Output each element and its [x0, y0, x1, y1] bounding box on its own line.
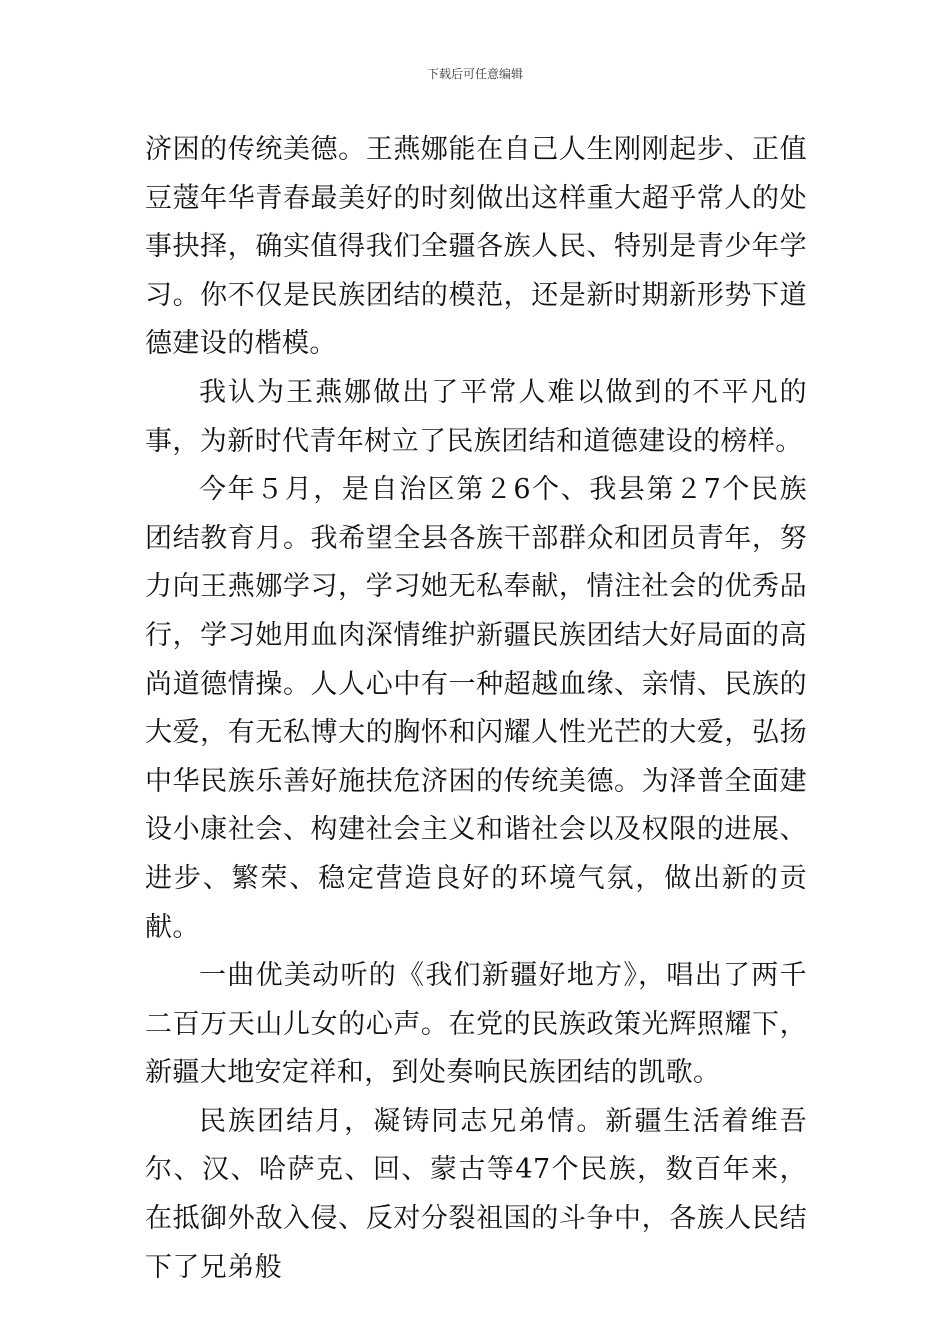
- page-header: 下载后可任意编辑: [426, 67, 523, 81]
- document-body: [145, 126, 807, 1292]
- paragraph-4: 一曲优美动听的《我们新疆好地方》，唱出了两千二百万天山儿女的心声。在党的民族政策光辉照耀下，新疆大地安定祥和，到处奏响民族团结的凯歌。: [145, 960, 807, 1089]
- paragraph-3: 今年５月，是自治区第２6个、我县第２7个民族团结教育月。我希望全县各族干部群众和团员青年，努力向王燕娜学习，学习她无私奉献，情注社会的优秀品行，学习她用血肉深情维护新疆民族团结大好局面的高尚道德情操。人人心中有一种超越血缘、亲情、民族的大爱，有无私博大的胸怀和闪耀人性光芒的大爱，弘扬中华民族乐善好施扶危济困的传统美德。为泽普全面建设小康社会、构建社会主义和谐社会以及权限的进展、进步、繁荣、稳定营造良好的环境气氛，做出新的贡献。: [145, 474, 807, 943]
- paragraph-2: 我认为王燕娜做出了平常人难以做到的不平凡的事，为新时代青年树立了民族团结和道德建设的榜样。: [145, 376, 807, 457]
- paragraph-1: 济困的传统美德。王燕娜能在自己人生刚刚起步、正值豆蔻年华青春最美好的时刻做出这样重大超乎常人的处事抉择，确实值得我们全疆各族人民、特别是青少年学习。你不仅是民族团结的模范，还是新时期新形势下道德建设的楷模。: [145, 134, 807, 360]
- paragraph-5: 民族团结月，凝铸同志兄弟情。新疆生活着维吾尔、汉、哈萨克、回、蒙古等47个民族，数百年来，在抵御外敌入侵、反对分裂祖国的斗争中，各族人民结下了兄弟般: [145, 1105, 807, 1283]
